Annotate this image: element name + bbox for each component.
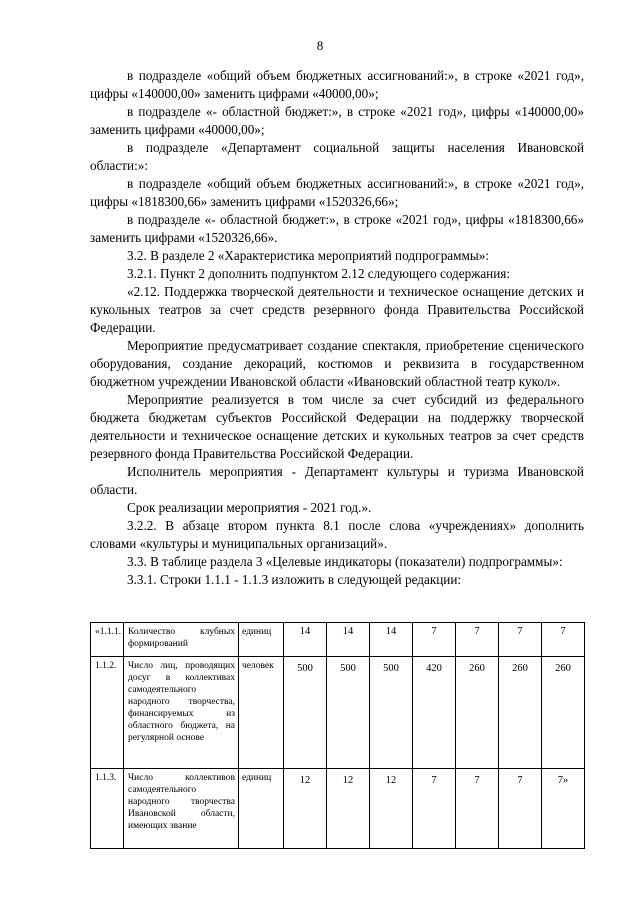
- paragraph: Срок реализации мероприятия - 2021 год.».: [127, 500, 372, 515]
- paragraph: 3.2.2. В абзаце втором пункта 8.1 после слова «учреждениях» дополнить словами «культуры и муниципальных организаций».: [90, 518, 584, 551]
- paragraph: 3.3.1. Строки 1.1.1 - 1.1.3 изложить в следующей редакции:: [127, 572, 462, 587]
- paragraph: «2.12. Поддержка творческой деятельности и техническое оснащение детских и кукольных театров за счет средств резервного фонда Правительства Российской Федерации.: [90, 284, 584, 335]
- indicator-name: Число лиц, проводящих досуг в коллективах самодеятельного народного творчества, финансируемых из областного бюджета, на регулярной основе: [124, 657, 239, 769]
- indicator-name: Количество клубных формирований: [124, 623, 239, 657]
- paragraph: в подразделе «общий объем бюджетных ассигнований:», в строке «2021 год», цифры «140000,00» заменить цифрами «40000,00»;: [90, 68, 584, 101]
- section-heading: 3.2. В разделе 2 «Характеристика мероприятий подпрограммы»:: [127, 248, 489, 263]
- row-number: «1.1.1.: [91, 623, 124, 657]
- value-cell: 7: [456, 623, 499, 657]
- value-cell: 12: [327, 769, 370, 849]
- value-cell: 500: [327, 657, 370, 769]
- paragraph: Мероприятие реализуется в том числе за счет субсидий из федерального бюджета бюджетам субъектов Российской Федерации на поддержку творческой деятельности и техническое оснащение детских и кукольных театров за счет средств резервного фонда Правительства Российской Федерации.: [90, 392, 584, 461]
- table-row: [91, 657, 585, 769]
- value-cell: 7: [413, 769, 456, 849]
- value-cell: 7»: [542, 769, 585, 849]
- paragraph: Мероприятие предусматривает создание спектакля, приобретение сценического оборудования, создание декораций, костюмов и реквизита в государственном бюджетном учреждении Ивановской области «Ивановский областной театр кукол».: [90, 338, 584, 389]
- paragraph: в подразделе «общий объем бюджетных ассигнований:», в строке «2021 год», цифры «1818300,66» заменить цифрами «1520326,66»;: [90, 176, 584, 209]
- value-cell: 7: [456, 769, 499, 849]
- row-number: 1.1.2.: [91, 657, 124, 769]
- value-cell: 7: [413, 623, 456, 657]
- row-number: 1.1.3.: [91, 769, 124, 849]
- paragraph: в подразделе «- областной бюджет:», в строке «2021 год», цифры «140000,00» заменить цифрами «40000,00»;: [90, 104, 584, 137]
- value-cell: 12: [284, 769, 327, 849]
- indicator-name: Число коллективов самодеятельного народного творчества Ивановской области, имеющих звание: [124, 769, 239, 849]
- value-cell: 14: [284, 623, 327, 657]
- paragraph: в подразделе «- областной бюджет:», в строке «2021 год», цифры «1818300,66» заменить цифрами «1520326,66».: [90, 212, 584, 245]
- value-cell: 500: [370, 657, 413, 769]
- indicators-table: [90, 622, 585, 849]
- paragraph: Исполнитель мероприятия - Департамент культуры и туризма Ивановской области.: [90, 464, 584, 497]
- value-cell: 260: [542, 657, 585, 769]
- unit: человек: [239, 657, 284, 769]
- paragraph: 3.2.1. Пункт 2 дополнить подпунктом 2.12 следующего содержания:: [127, 266, 511, 281]
- value-cell: 14: [370, 623, 413, 657]
- value-cell: 7: [499, 623, 542, 657]
- unit: единиц: [239, 769, 284, 849]
- value-cell: 7: [542, 623, 585, 657]
- page-number: 8: [316, 38, 324, 53]
- value-cell: 420: [413, 657, 456, 769]
- value-cell: 12: [370, 769, 413, 849]
- table-row: [91, 623, 585, 657]
- paragraph: в подразделе «Департамент социальной защиты населения Ивановской области:»:: [90, 140, 584, 173]
- value-cell: 260: [499, 657, 542, 769]
- value-cell: 7: [499, 769, 542, 849]
- unit: единиц: [239, 623, 284, 657]
- table-row: [91, 769, 585, 849]
- paragraph: 3.3. В таблице раздела 3 «Целевые индикаторы (показатели) подпрограммы»:: [127, 554, 563, 569]
- value-cell: 14: [327, 623, 370, 657]
- value-cell: 500: [284, 657, 327, 769]
- value-cell: 260: [456, 657, 499, 769]
- document-body: [90, 67, 584, 589]
